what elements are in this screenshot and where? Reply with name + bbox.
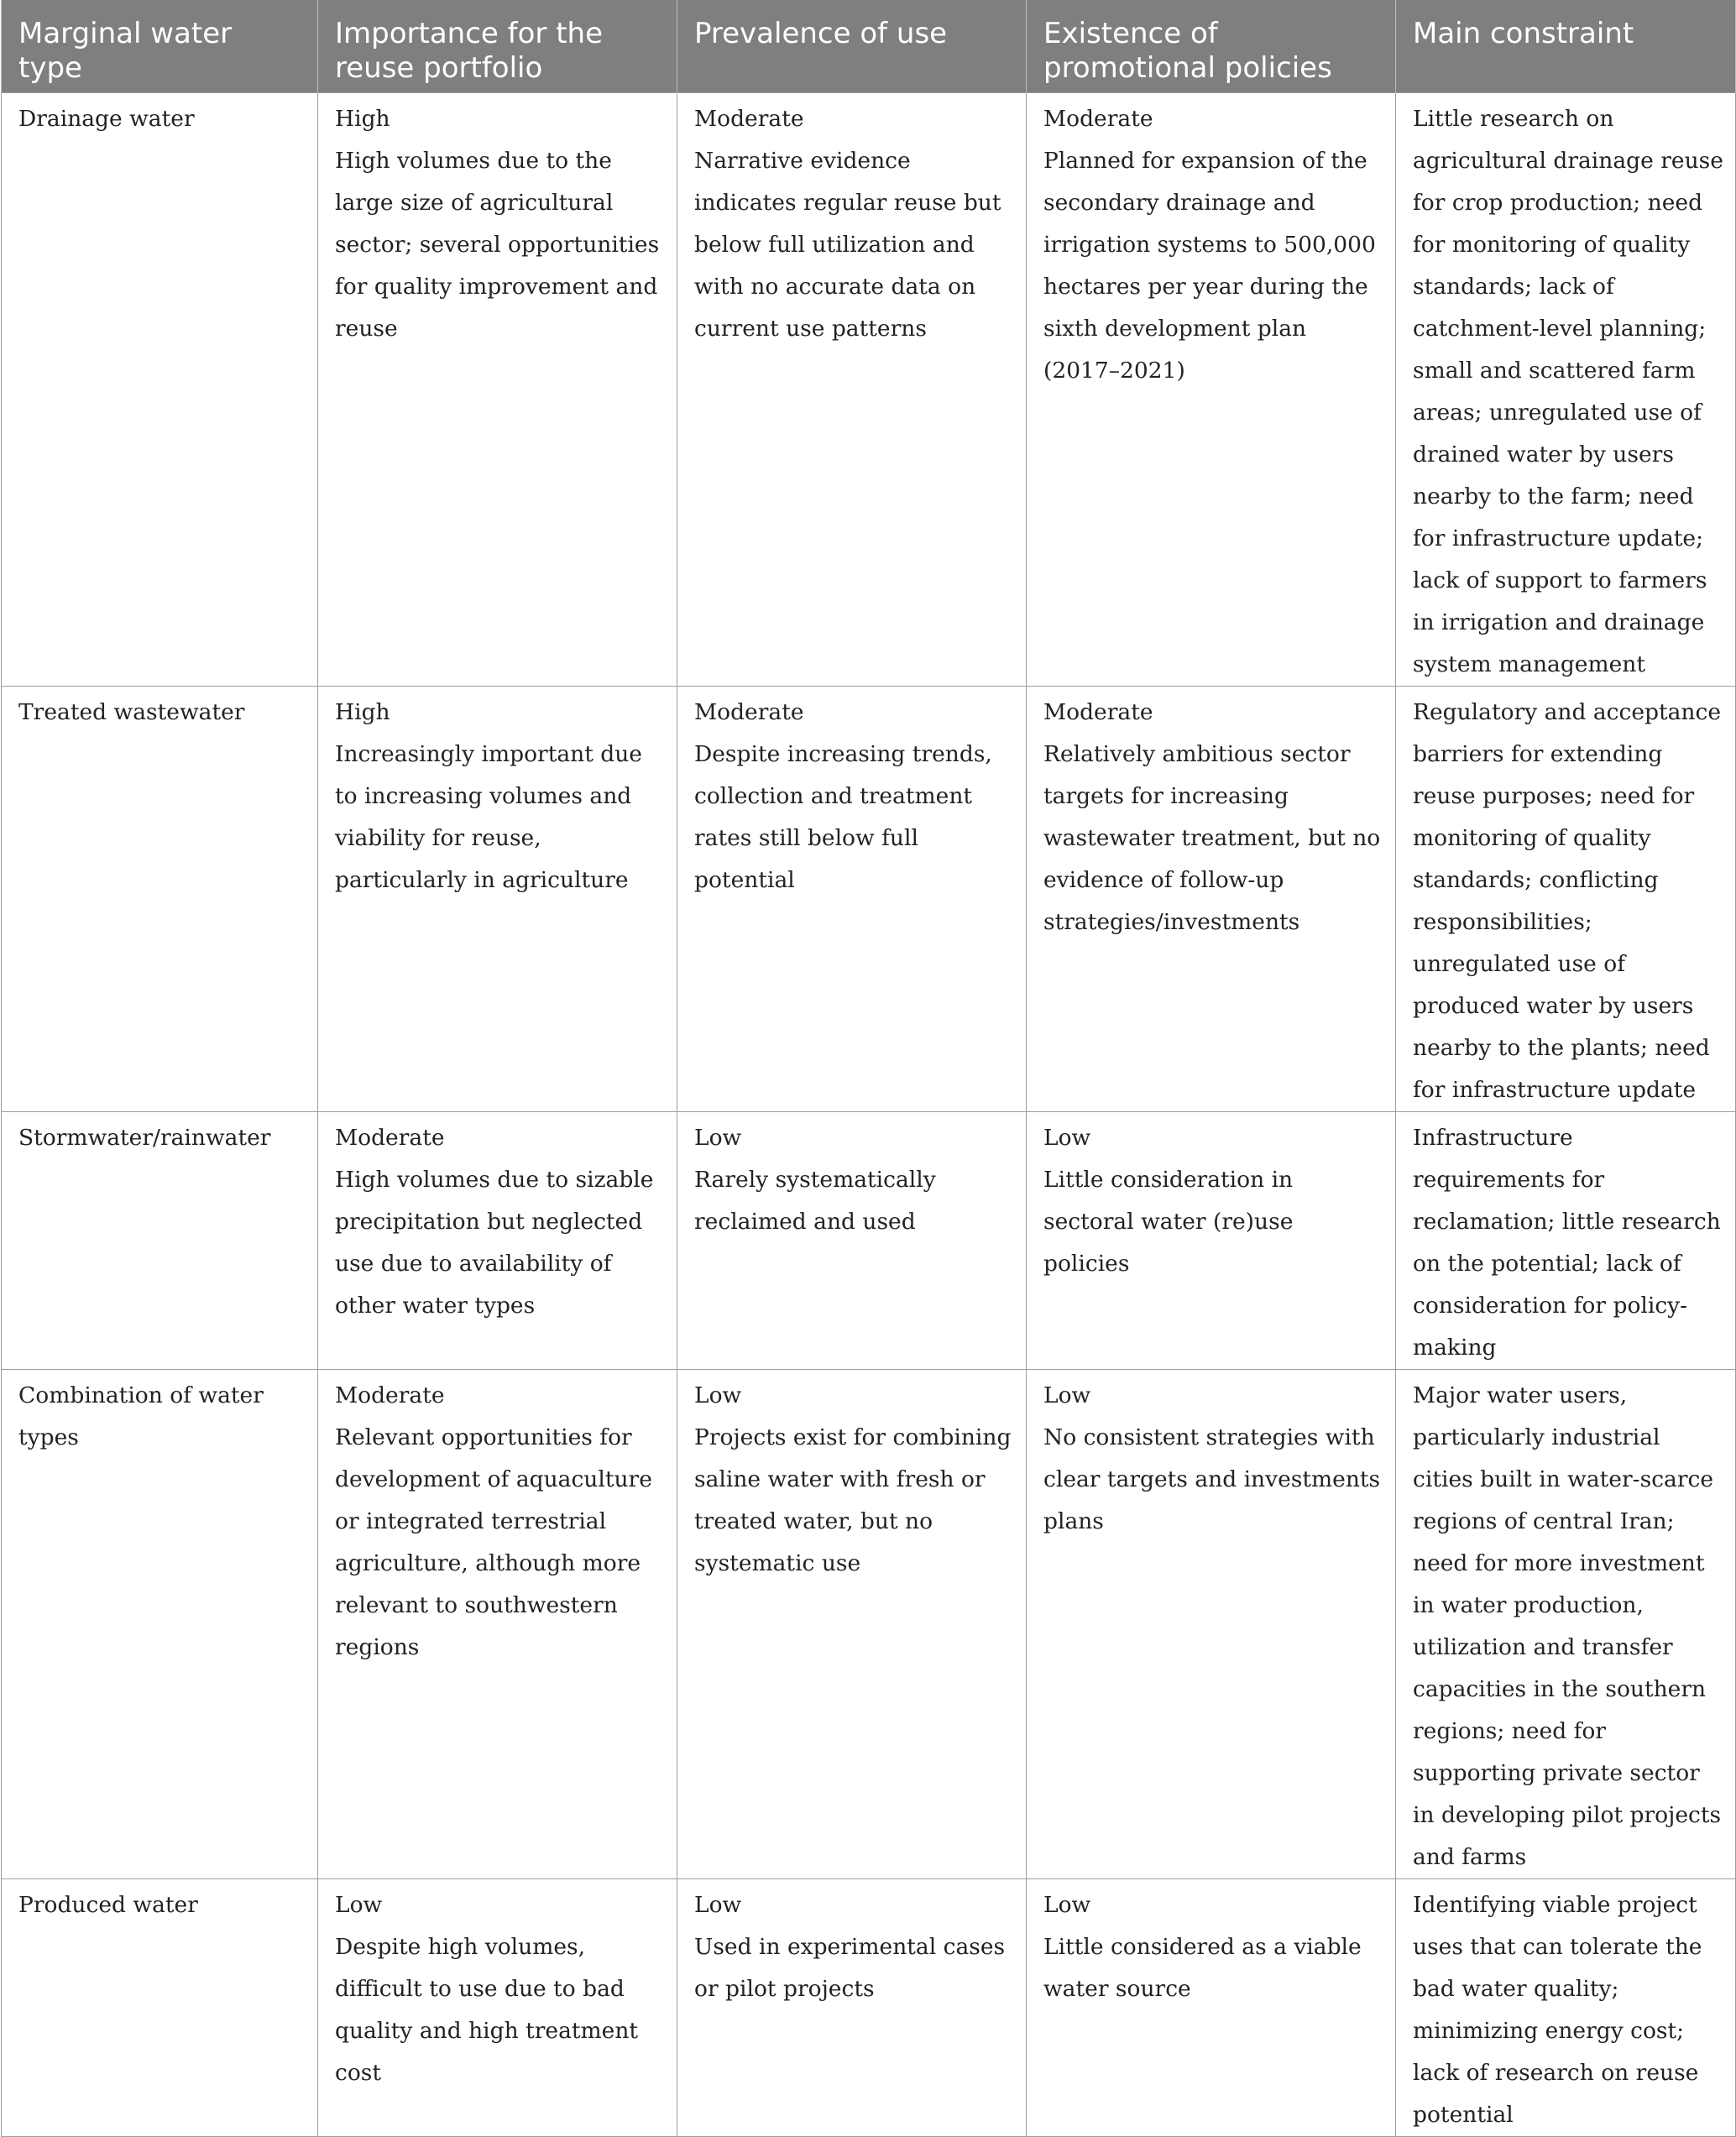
cell-policies xyxy=(1027,1112,1396,1370)
cell-prevalence xyxy=(677,1879,1027,2137)
header-prevalence: Prevalence of use xyxy=(677,0,1027,93)
table-row xyxy=(2,1879,1736,2137)
importance-detail: Despite high volumes, difficult to use due to bad quality and high treatment cost xyxy=(335,1934,639,2086)
header-marginal-water-type: Marginal water type xyxy=(2,0,318,93)
prevalence-level: Moderate xyxy=(694,106,804,132)
importance-level: High xyxy=(335,106,390,132)
table-header xyxy=(2,0,1736,93)
cell-importance xyxy=(318,1370,677,1879)
table-row xyxy=(2,687,1736,1112)
importance-level: Low xyxy=(335,1892,383,1918)
cell-prevalence xyxy=(677,1370,1027,1879)
importance-level: Moderate xyxy=(335,1382,445,1408)
prevalence-level: Moderate xyxy=(694,699,804,725)
cell-importance xyxy=(318,687,677,1112)
cell-importance xyxy=(318,93,677,687)
cell-constraint: Major water users, particularly industrial cities built in water-scarce regions of central Iran; need for more investment in water production, utilization and transfer capacities in the southern regions; need for supporting private sector in developing pilot projects and farms xyxy=(1396,1370,1736,1879)
cell-prevalence xyxy=(677,93,1027,687)
cell-constraint: Little research on agricultural drainage reuse for crop production; need for monitoring of quality standards; lack of catchment-level planning; small and scattered farm areas; unregulated use of drained water by users nearby to the farm; need for infrastructure update; lack of support to farmers in irrigation and drainage system management xyxy=(1396,93,1736,687)
cell-policies xyxy=(1027,1879,1396,2137)
policies-detail: Relatively ambitious sector targets for increasing wastewater treatment, but no evidence of follow-up strategies/investments xyxy=(1043,741,1381,935)
prevalence-level: Low xyxy=(694,1892,742,1918)
header-main-constraint: Main constraint xyxy=(1396,0,1736,93)
cell-importance xyxy=(318,1879,677,2137)
cell-type: Drainage water xyxy=(2,93,318,687)
importance-detail: High volumes due to sizable precipitation but neglected use due to availability of other water types xyxy=(335,1167,654,1319)
importance-detail: Increasingly important due to increasing volumes and viability for reuse, particularly in agriculture xyxy=(335,741,642,893)
header-policies: Existence of promotional policies xyxy=(1027,0,1396,93)
cell-policies xyxy=(1027,1370,1396,1879)
header-importance: Importance for the reuse portfolio xyxy=(318,0,677,93)
cell-constraint: Regulatory and acceptance barriers for extending reuse purposes; need for monitoring of quality standards; conflicting responsibilities; unregulated use of produced water by users nearby to the plants; need for infrastructure update xyxy=(1396,687,1736,1112)
prevalence-level: Low xyxy=(694,1125,742,1151)
table-row xyxy=(2,93,1736,687)
table-row xyxy=(2,1370,1736,1879)
header-row xyxy=(2,0,1736,93)
cell-prevalence xyxy=(677,687,1027,1112)
prevalence-detail: Projects exist for combining saline water with fresh or treated water, but no systematic use xyxy=(694,1424,1012,1576)
policies-level: Low xyxy=(1043,1125,1091,1151)
policies-level: Low xyxy=(1043,1892,1091,1918)
cell-policies xyxy=(1027,93,1396,687)
table-row xyxy=(2,1112,1736,1370)
policies-level: Moderate xyxy=(1043,699,1153,725)
cell-prevalence xyxy=(677,1112,1027,1370)
cell-type: Treated wastewater xyxy=(2,687,318,1112)
marginal-water-table xyxy=(1,0,1736,2137)
policies-detail: No consistent strategies with clear targets and investments plans xyxy=(1043,1424,1381,1534)
table-body xyxy=(2,93,1736,2137)
cell-type: Produced water xyxy=(2,1879,318,2137)
policies-detail: Planned for expansion of the secondary drainage and irrigation systems to 500,000 hectares per year during the sixth development plan (2017–2021) xyxy=(1043,148,1376,384)
prevalence-detail: Used in experimental cases or pilot projects xyxy=(694,1934,1006,2002)
prevalence-detail: Despite increasing trends, collection and treatment rates still below full potential xyxy=(694,741,992,893)
policies-level: Low xyxy=(1043,1382,1091,1408)
importance-level: Moderate xyxy=(335,1125,445,1151)
importance-detail: High volumes due to the large size of agricultural sector; several opportunities for quality improvement and reuse xyxy=(335,148,660,342)
importance-detail: Relevant opportunities for development of aquaculture or integrated terrestrial agriculture, although more relevant to southwestern regions xyxy=(335,1424,652,1660)
importance-level: High xyxy=(335,699,390,725)
cell-importance xyxy=(318,1112,677,1370)
policies-level: Moderate xyxy=(1043,106,1153,132)
cell-policies xyxy=(1027,687,1396,1112)
prevalence-detail: Rarely systematically reclaimed and used xyxy=(694,1167,936,1235)
cell-constraint: Infrastructure requirements for reclamation; little research on the potential; lack of consideration for policy-making xyxy=(1396,1112,1736,1370)
policies-detail: Little consideration in sectoral water (re)use policies xyxy=(1043,1167,1294,1277)
prevalence-detail: Narrative evidence indicates regular reuse but below full utilization and with no accurate data on current use patterns xyxy=(694,148,1001,342)
cell-constraint: Identifying viable project uses that can tolerate the bad water quality; minimizing energy cost; lack of research on reuse potential xyxy=(1396,1879,1736,2137)
cell-type: Stormwater/rainwater xyxy=(2,1112,318,1370)
policies-detail: Little considered as a viable water source xyxy=(1043,1934,1362,2002)
cell-type: Combination of water types xyxy=(2,1370,318,1879)
prevalence-level: Low xyxy=(694,1382,742,1408)
